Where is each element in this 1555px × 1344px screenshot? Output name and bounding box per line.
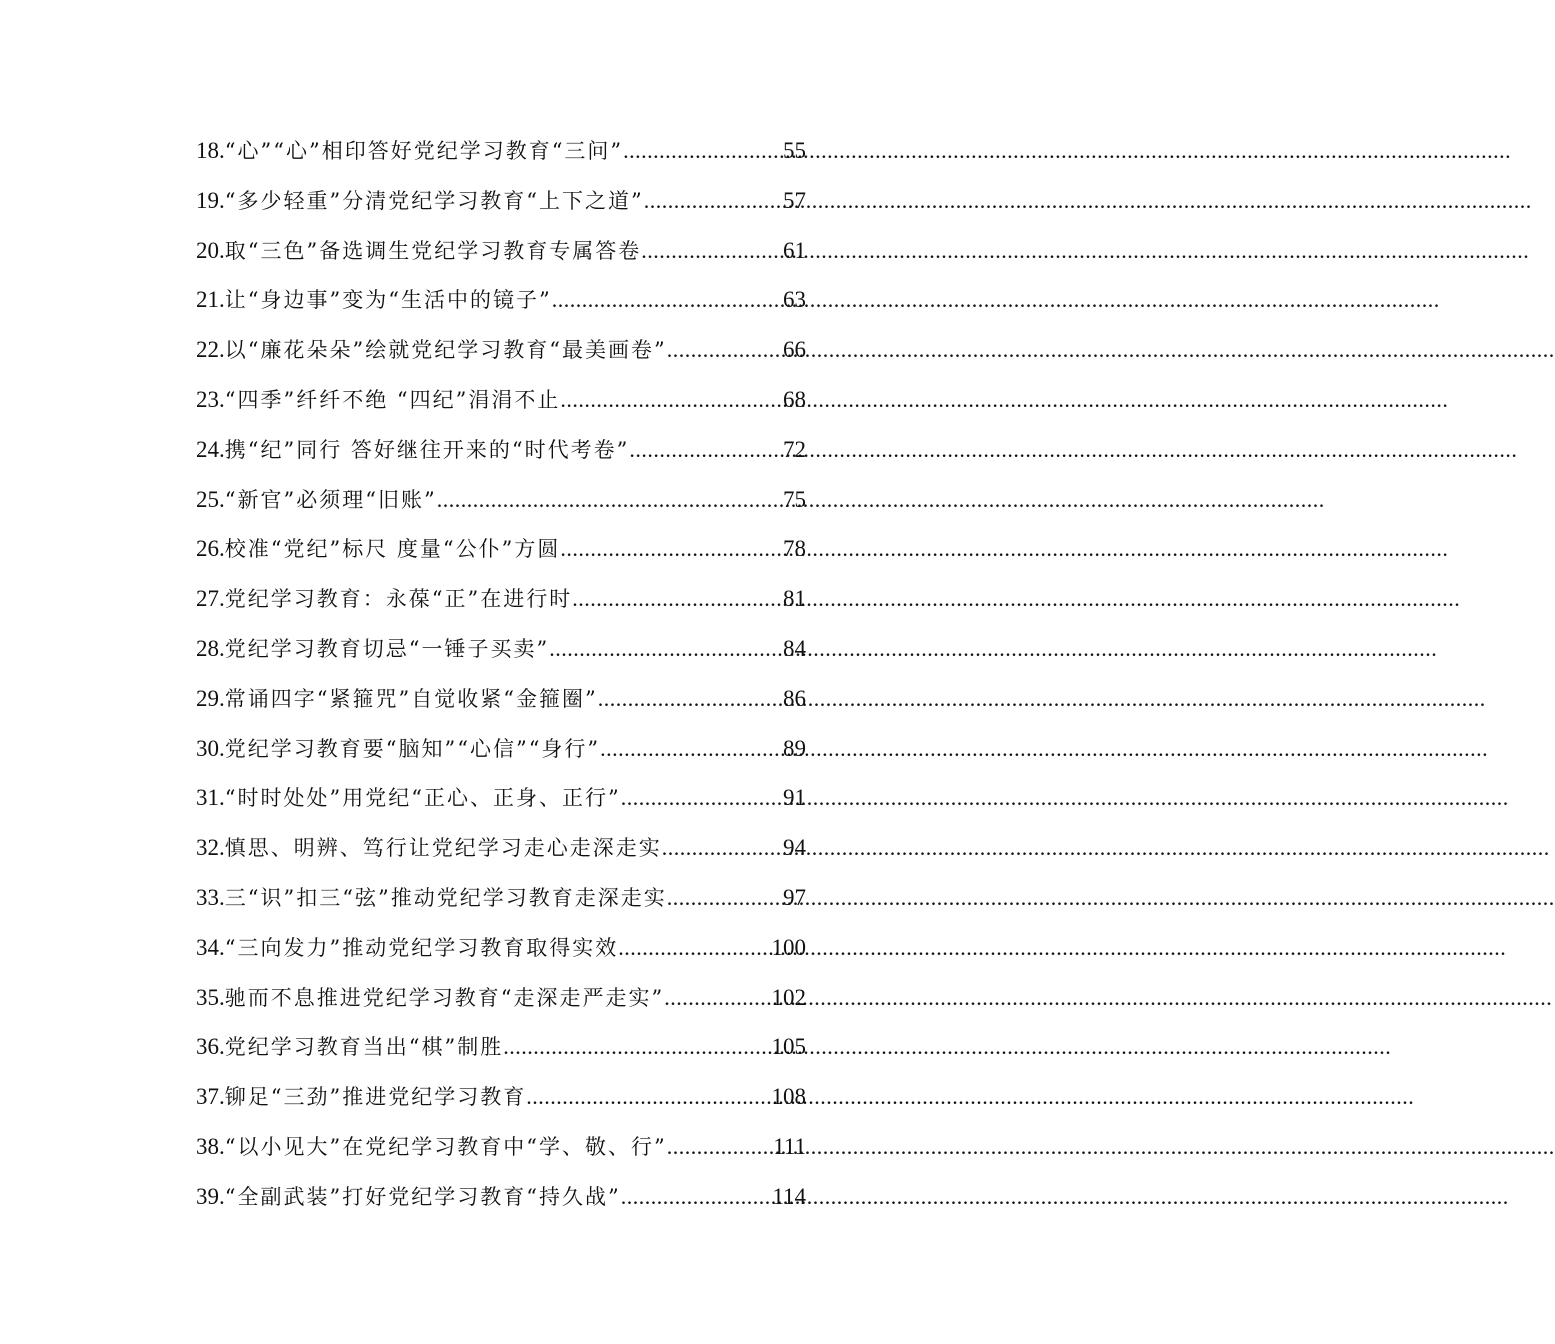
toc-entry-title: 铆足“三劲”推进党纪学习教育 bbox=[224, 1085, 527, 1110]
toc-dot-leader bbox=[549, 624, 783, 674]
toc-dot-leader bbox=[621, 1172, 773, 1222]
toc-entry-page-number: 55 bbox=[783, 138, 806, 163]
toc-entry-title: 党纪学习教育切忌“一锤子买卖” bbox=[224, 636, 550, 661]
toc-entry-title: 常诵四字“紧箍咒”自觉收紧“金箍圈” bbox=[224, 686, 598, 711]
toc-entry[interactable] bbox=[196, 375, 806, 425]
toc-entry-title: 驰而不息推进党纪学习教育“走深走严走实” bbox=[224, 985, 665, 1010]
toc-entry-number: 34. bbox=[196, 934, 225, 960]
toc-entry-title: “时时处处”用党纪“正心、正身、正行” bbox=[224, 786, 621, 811]
toc-entry-number: 18. bbox=[196, 138, 225, 163]
toc-entry-number: 33. bbox=[196, 884, 225, 910]
toc-entry[interactable] bbox=[196, 325, 806, 375]
toc-entry-number: 28. bbox=[196, 635, 225, 661]
toc-dot-leader bbox=[629, 425, 783, 475]
toc-entry-page-number: 75 bbox=[783, 486, 806, 512]
toc-dot-leader bbox=[572, 574, 783, 624]
toc-entry[interactable] bbox=[196, 724, 806, 774]
toc-dot-leader bbox=[560, 375, 783, 425]
toc-entry-page-number: 89 bbox=[783, 735, 806, 761]
toc-entry-page-number: 108 bbox=[771, 1084, 806, 1110]
toc-entry-page-number: 100 bbox=[771, 934, 806, 960]
toc-dot-leader bbox=[641, 226, 783, 276]
toc-entry-page-number: 91 bbox=[783, 785, 806, 811]
toc-entry[interactable] bbox=[196, 973, 806, 1023]
toc-entry-number: 37. bbox=[196, 1084, 225, 1110]
toc-entry-number: 39. bbox=[196, 1183, 225, 1209]
toc-entry-page-number: 81 bbox=[783, 586, 806, 612]
toc-entry-number: 32. bbox=[196, 835, 225, 861]
table-of-contents bbox=[196, 126, 806, 1222]
toc-entry-title: 慎思、明辨、笃行让党纪学习走心走深走实 bbox=[224, 836, 662, 861]
toc-dot-leader bbox=[662, 823, 783, 873]
toc-entry[interactable] bbox=[196, 574, 806, 624]
toc-entry-page-number: 105 bbox=[771, 1034, 806, 1060]
toc-entry[interactable] bbox=[196, 275, 806, 325]
toc-entry-page-number: 61 bbox=[783, 237, 806, 263]
toc-entry-title: 校准“党纪”标尺 度量“公仆”方圆 bbox=[224, 537, 561, 562]
toc-entry-number: 21. bbox=[196, 287, 225, 313]
toc-entry[interactable] bbox=[196, 823, 806, 873]
toc-entry[interactable] bbox=[196, 773, 806, 823]
toc-entry-title: “新官”必须理“旧账” bbox=[224, 487, 437, 512]
toc-entry-title: 党纪学习教育：永葆“正”在进行时 bbox=[224, 587, 573, 612]
toc-entry-number: 27. bbox=[196, 586, 225, 612]
toc-entry-number: 25. bbox=[196, 486, 225, 512]
toc-entry-title: “多少轻重”分清党纪学习教育“上下之道” bbox=[224, 188, 644, 213]
toc-dot-leader bbox=[621, 773, 783, 823]
toc-entry[interactable] bbox=[196, 524, 806, 574]
toc-entry-title: 党纪学习教育当出“棋”制胜 bbox=[224, 1035, 504, 1060]
toc-entry-number: 30. bbox=[196, 735, 225, 761]
toc-entry[interactable] bbox=[196, 1172, 806, 1222]
toc-entry-page-number: 111 bbox=[773, 1133, 806, 1159]
toc-entry-page-number: 57 bbox=[783, 187, 806, 213]
toc-entry[interactable] bbox=[196, 425, 806, 475]
toc-dot-leader bbox=[644, 176, 783, 226]
toc-entry-number: 36. bbox=[196, 1034, 225, 1060]
toc-entry-number: 22. bbox=[196, 337, 225, 363]
toc-entry-number: 31. bbox=[196, 785, 225, 811]
toc-entry-title: 让“身边事”变为“生活中的镜子” bbox=[224, 288, 552, 313]
toc-entry[interactable] bbox=[196, 1072, 806, 1122]
toc-entry[interactable] bbox=[196, 226, 806, 276]
toc-entry-title: “全副武装”打好党纪学习教育“持久战” bbox=[224, 1184, 621, 1209]
toc-dot-leader bbox=[560, 524, 783, 574]
toc-entry[interactable] bbox=[196, 1022, 806, 1072]
toc-dot-leader bbox=[598, 674, 783, 724]
toc-entry[interactable] bbox=[196, 126, 806, 176]
toc-entry-number: 20. bbox=[196, 237, 225, 263]
toc-entry-title: 三“识”扣三“弦”推动党纪学习教育走深走实 bbox=[224, 885, 667, 910]
toc-entry-title: “三向发力”推动党纪学习教育取得实效 bbox=[224, 935, 619, 960]
toc-entry-page-number: 72 bbox=[783, 436, 806, 462]
toc-entry-title: “心”“心”相印答好党纪学习教育“三问” bbox=[224, 139, 624, 163]
toc-entry[interactable] bbox=[196, 923, 806, 973]
toc-entry-page-number: 78 bbox=[783, 536, 806, 562]
toc-entry-page-number: 114 bbox=[772, 1183, 806, 1209]
toc-entry-number: 38. bbox=[196, 1133, 225, 1159]
toc-dot-leader bbox=[667, 325, 783, 375]
toc-dot-leader bbox=[664, 973, 771, 1023]
toc-dot-leader bbox=[437, 475, 783, 525]
toc-entry-title: 取“三色”备选调生党纪学习教育专属答卷 bbox=[224, 238, 642, 263]
toc-entry-page-number: 97 bbox=[783, 884, 806, 910]
toc-entry-title: 以“廉花朵朵”绘就党纪学习教育“最美画卷” bbox=[224, 338, 667, 363]
toc-entry-title: “以小见大”在党纪学习教育中“学、敬、行” bbox=[224, 1134, 667, 1159]
toc-entry-number: 26. bbox=[196, 536, 225, 562]
toc-dot-leader bbox=[552, 275, 783, 325]
toc-entry[interactable] bbox=[196, 674, 806, 724]
toc-dot-leader bbox=[526, 1072, 771, 1122]
toc-entry[interactable] bbox=[196, 624, 806, 674]
toc-dot-leader bbox=[503, 1022, 771, 1072]
toc-dot-leader bbox=[667, 1122, 774, 1172]
toc-entry-page-number: 94 bbox=[783, 835, 806, 861]
toc-entry-number: 19. bbox=[196, 187, 225, 213]
toc-dot-leader bbox=[600, 724, 783, 774]
toc-entry-page-number: 68 bbox=[783, 386, 806, 412]
toc-entry-page-number: 63 bbox=[783, 287, 806, 313]
toc-entry-number: 24. bbox=[196, 436, 225, 462]
toc-entry[interactable] bbox=[196, 475, 806, 525]
toc-entry-page-number: 84 bbox=[783, 635, 806, 661]
toc-entry[interactable] bbox=[196, 873, 806, 923]
toc-entry-number: 35. bbox=[196, 984, 225, 1010]
toc-entry-title: 携“纪”同行 答好继往开来的“时代考卷” bbox=[224, 437, 630, 462]
toc-entry[interactable] bbox=[196, 176, 806, 226]
toc-entry-page-number: 102 bbox=[771, 984, 806, 1010]
toc-entry-page-number: 86 bbox=[783, 685, 806, 711]
toc-entry[interactable] bbox=[196, 1122, 806, 1172]
toc-dot-leader bbox=[667, 873, 783, 923]
toc-entry-page-number: 66 bbox=[783, 337, 806, 363]
toc-entry-number: 29. bbox=[196, 685, 225, 711]
toc-entry-title: 党纪学习教育要“脑知”“心信”“身行” bbox=[224, 736, 601, 761]
toc-entry-number: 23. bbox=[196, 386, 225, 412]
toc-dot-leader bbox=[623, 126, 783, 176]
toc-dot-leader bbox=[618, 923, 771, 973]
toc-entry-title: “四季”纤纤不绝 “四纪”涓涓不止 bbox=[224, 387, 561, 412]
